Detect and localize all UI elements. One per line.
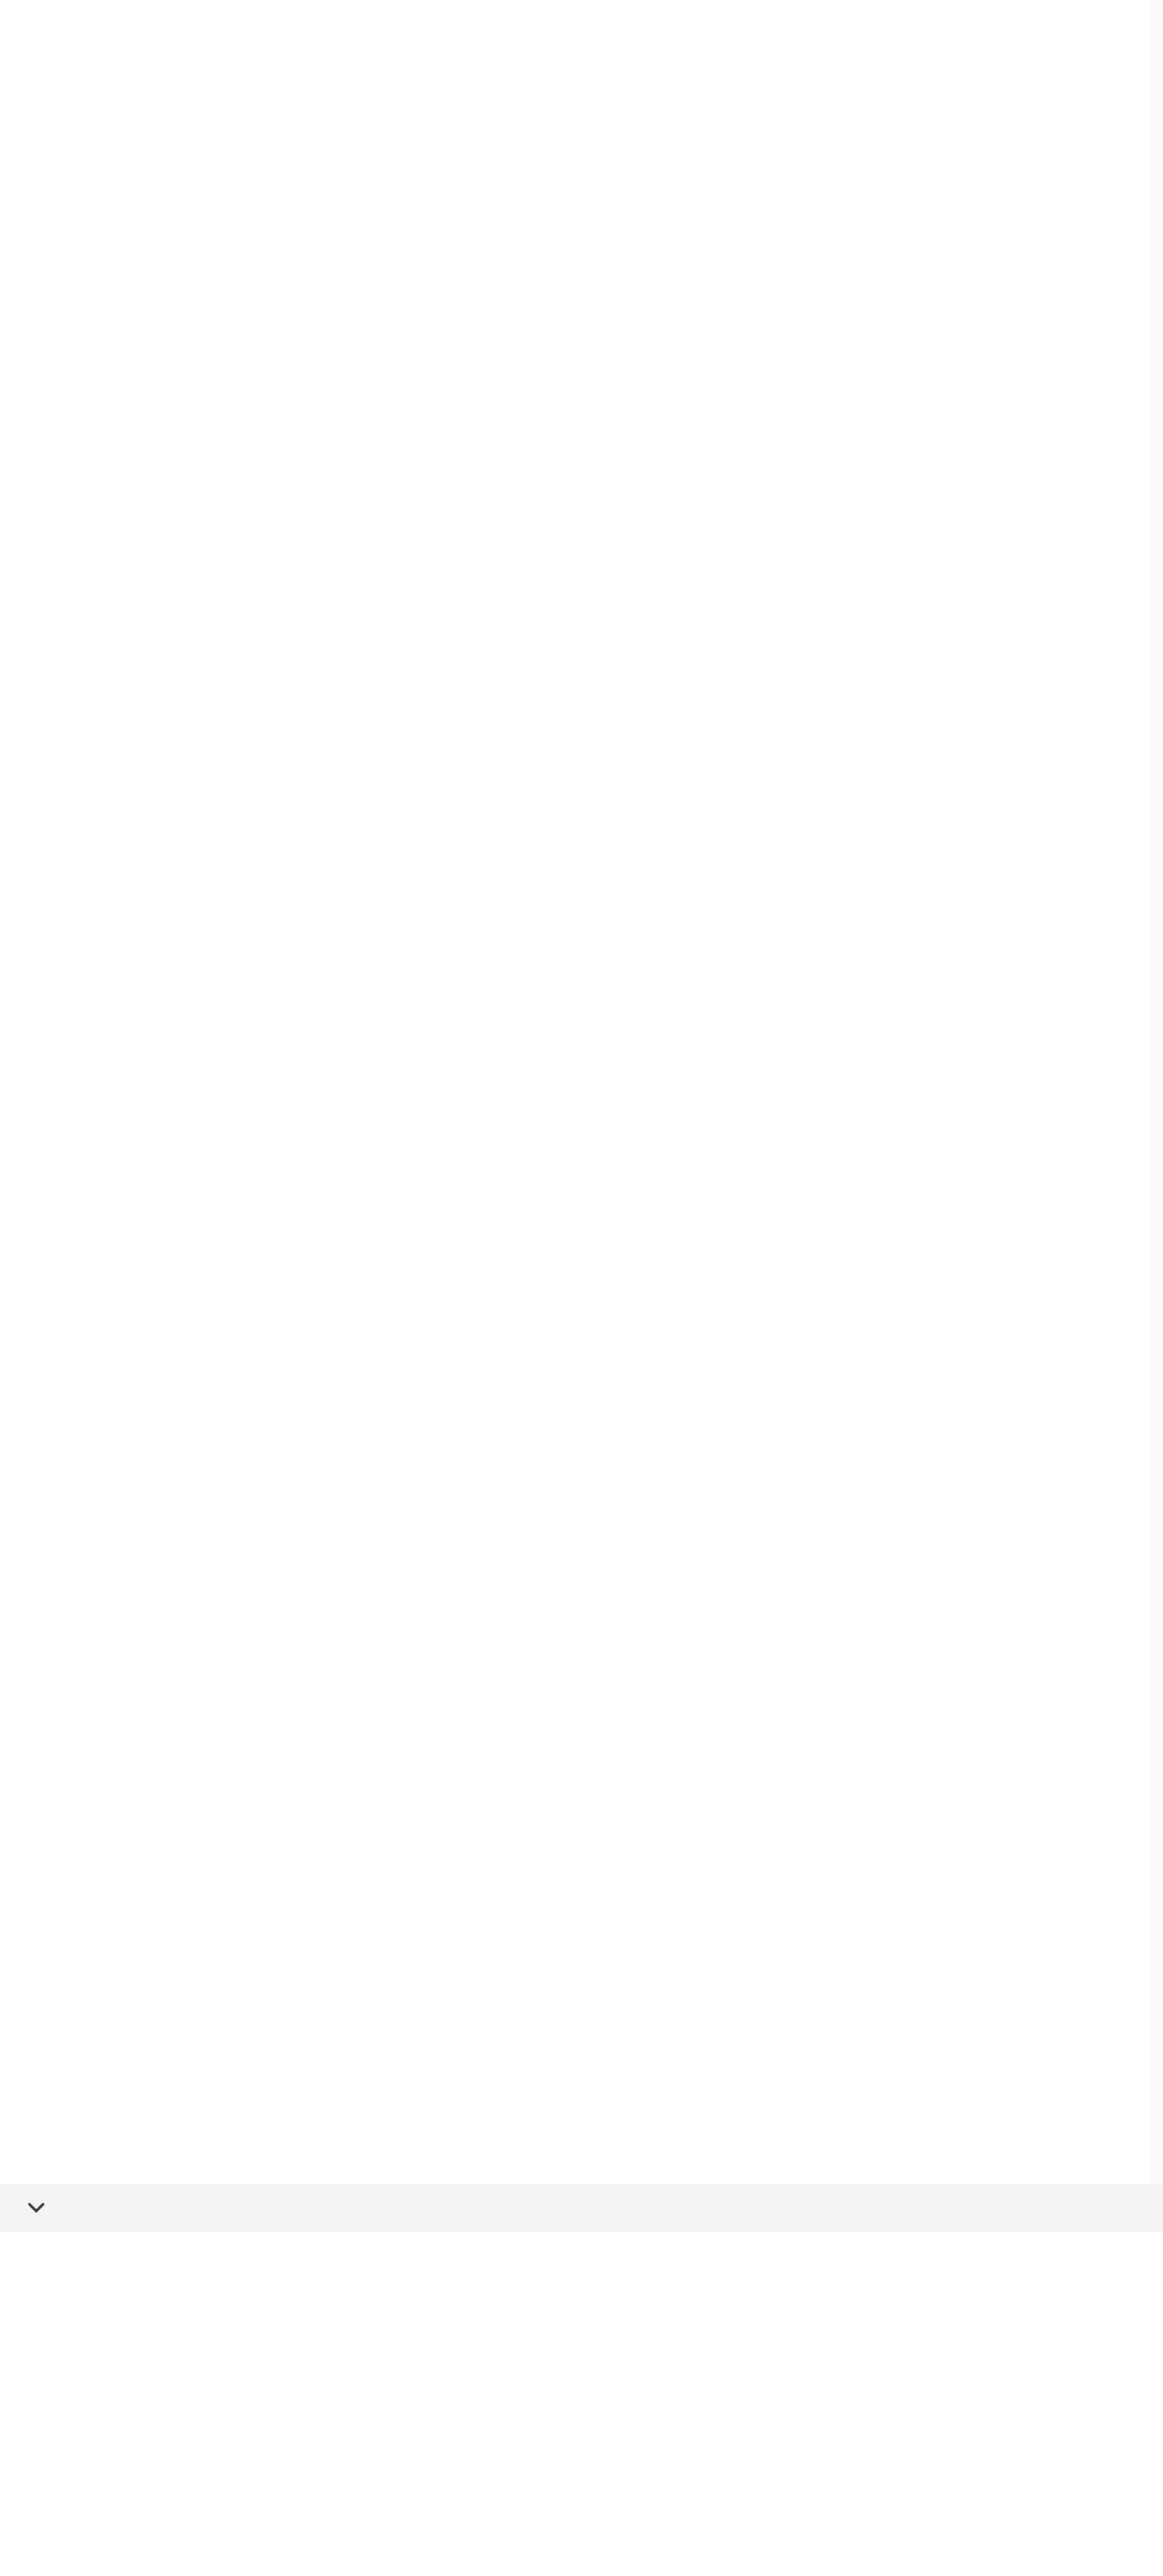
scrollbar[interactable]	[1151, 0, 1163, 2184]
section-header[interactable]	[0, 2184, 1163, 2232]
chevron-down-icon	[27, 2198, 46, 2218]
